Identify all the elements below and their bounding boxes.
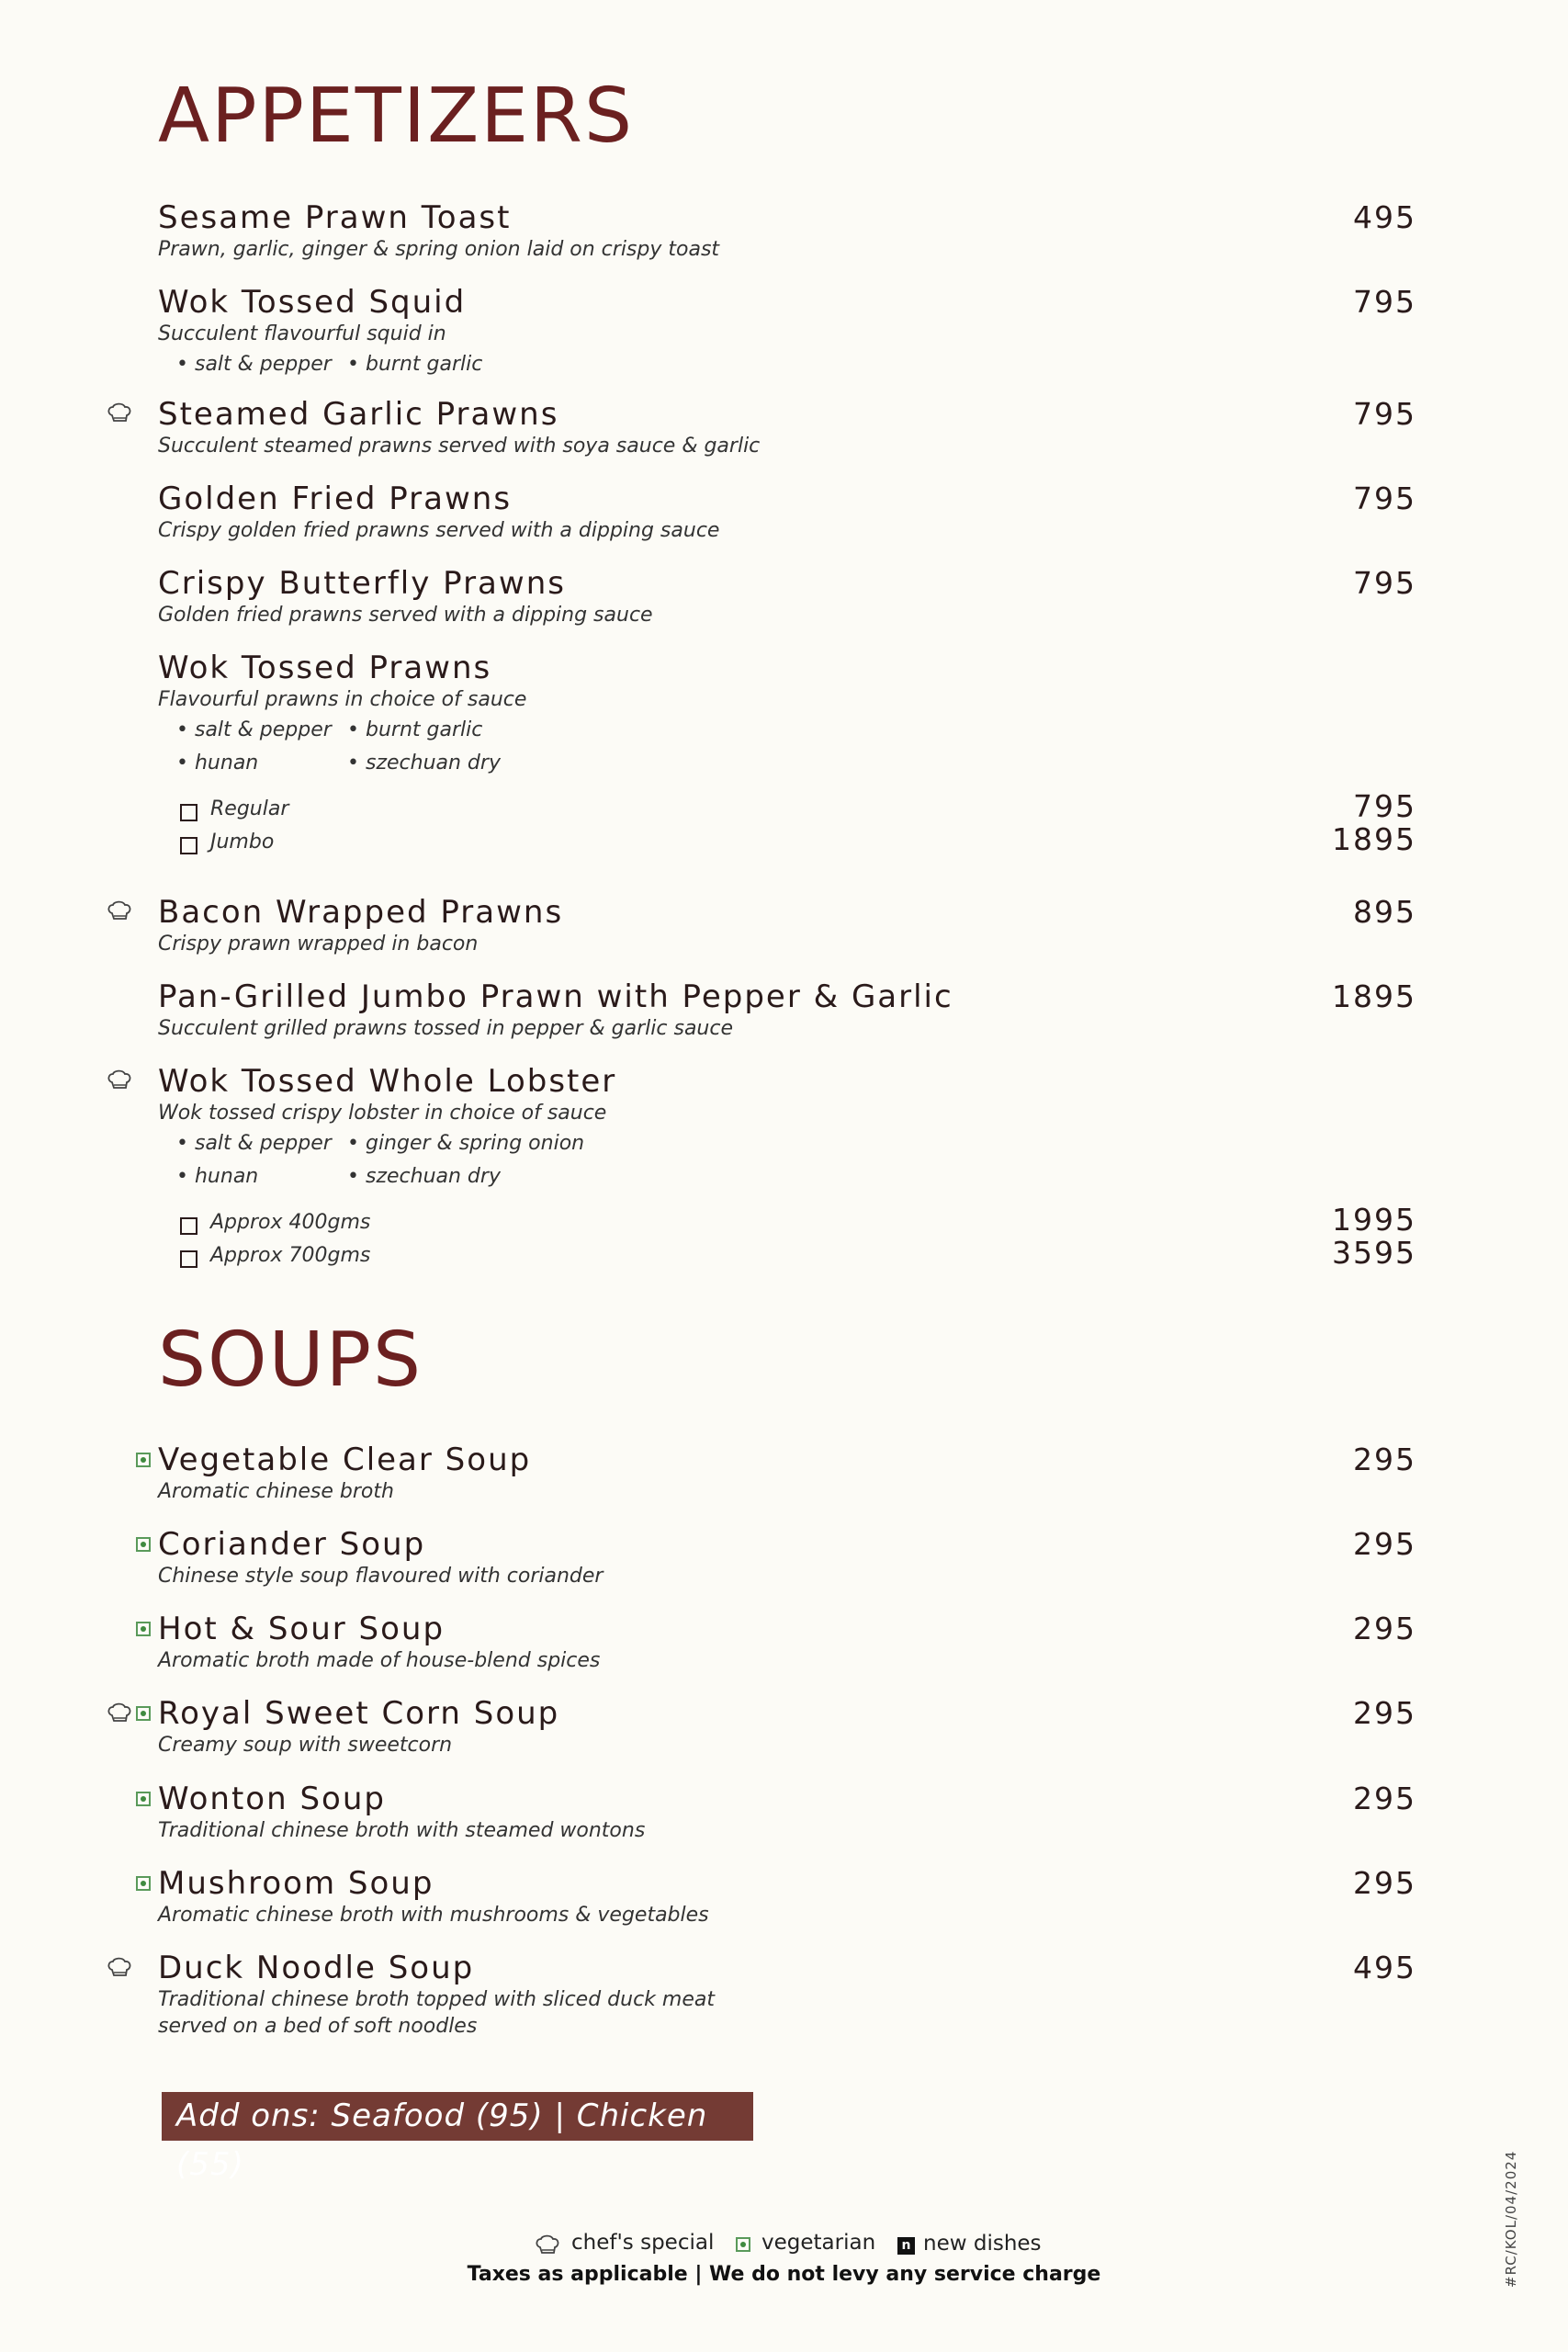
menu-item <box>158 1865 1416 1928</box>
chef-hat-icon <box>535 2234 560 2256</box>
sauce-option: • salt & pepper <box>176 1132 332 1155</box>
menu-item <box>158 1063 1416 1277</box>
menu-item <box>158 650 1416 864</box>
item-price: 795 <box>1353 284 1416 320</box>
menu-item <box>158 1526 1416 1589</box>
item-price: 295 <box>1353 1865 1416 1901</box>
veg-mark-icon <box>136 1537 151 1552</box>
menu-item <box>158 1950 1416 2040</box>
size-price: 1895 <box>1332 821 1416 857</box>
item-description: Wok tossed crispy lobster in choice of sauce <box>158 1102 607 1125</box>
item-price: 495 <box>1353 1950 1416 1985</box>
sauce-option: • burnt garlic <box>347 353 483 376</box>
soups-title: SOUPS <box>158 1317 423 1404</box>
size-option[interactable] <box>158 788 1416 831</box>
item-description-continued: served on a bed of soft noodles <box>158 2015 478 2038</box>
item-price: 1895 <box>1332 978 1416 1014</box>
menu-item <box>158 1781 1416 1844</box>
item-description: Traditional chinese broth with steamed wontons <box>158 1819 646 1842</box>
item-price: 795 <box>1353 481 1416 516</box>
veg-mark-icon <box>136 1876 151 1891</box>
veg-mark-icon <box>136 1792 151 1806</box>
item-price: 295 <box>1353 1781 1416 1816</box>
menu-item <box>158 1442 1416 1505</box>
addons-banner: Add ons: Seafood (95) | Chicken (55) <box>162 2092 753 2141</box>
sauce-option: • hunan <box>176 1165 259 1188</box>
item-name: Pan-Grilled Jumbo Prawn with Pepper & Garlic <box>158 978 953 1015</box>
veg-mark-icon <box>136 1622 151 1636</box>
sauce-option: • ginger & spring onion <box>347 1132 585 1155</box>
size-option[interactable] <box>158 1235 1416 1277</box>
menu-item <box>158 396 1416 459</box>
veg-mark-icon <box>736 2237 750 2252</box>
item-description: Prawn, garlic, ginger & spring onion laid on crispy toast <box>158 238 720 261</box>
item-description: Creamy soup with sweetcorn <box>158 1734 453 1757</box>
chef-hat-icon <box>107 1069 132 1091</box>
legend <box>0 2227 1568 2264</box>
sauce-options <box>158 1132 1416 1165</box>
size-price: 1995 <box>1332 1202 1416 1238</box>
sauce-option: • salt & pepper <box>176 353 332 376</box>
legend-new-label: new dishes <box>923 2232 1042 2256</box>
size-options <box>158 788 1416 864</box>
menu-item <box>158 978 1416 1042</box>
item-price: 295 <box>1353 1442 1416 1477</box>
item-name: Golden Fried Prawns <box>158 481 513 517</box>
menu-item <box>158 1611 1416 1674</box>
menu-item <box>158 284 1416 386</box>
sauce-options <box>158 752 1416 785</box>
chef-hat-icon <box>107 402 132 424</box>
sauce-options <box>158 1165 1416 1198</box>
size-label: Jumbo <box>210 831 275 854</box>
item-name: Bacon Wrapped Prawns <box>158 894 564 931</box>
appetizers-title: APPETIZERS <box>158 73 635 160</box>
sauce-options <box>158 353 1416 386</box>
sauce-option: • burnt garlic <box>347 718 483 741</box>
menu-item <box>158 565 1416 628</box>
item-price: 795 <box>1353 565 1416 601</box>
size-checkbox[interactable] <box>180 837 197 854</box>
item-description: Aromatic broth made of house-blend spices <box>158 1649 601 1672</box>
sauce-option: • hunan <box>176 752 259 775</box>
item-name: Wok Tossed Squid <box>158 284 467 321</box>
item-description: Succulent steamed prawns served with soya sauce & garlic <box>158 435 761 458</box>
size-price: 3595 <box>1332 1235 1416 1271</box>
item-description: Crispy golden fried prawns served with a dipping sauce <box>158 519 720 542</box>
item-name: Duck Noodle Soup <box>158 1950 475 1986</box>
veg-mark-icon <box>136 1453 151 1467</box>
item-price: 495 <box>1353 199 1416 235</box>
item-description: Aromatic chinese broth with mushrooms & vegetables <box>158 1904 709 1927</box>
item-name: Crispy Butterfly Prawns <box>158 565 566 602</box>
item-description: Golden fried prawns served with a dipping sauce <box>158 604 653 627</box>
item-price: 295 <box>1353 1695 1416 1731</box>
item-price: 295 <box>1353 1611 1416 1646</box>
item-name: Royal Sweet Corn Soup <box>158 1695 560 1732</box>
item-description: Chinese style soup flavoured with coriander <box>158 1565 604 1588</box>
item-name: Mushroom Soup <box>158 1865 434 1902</box>
size-options <box>158 1202 1416 1277</box>
item-name: Wonton Soup <box>158 1781 386 1817</box>
item-name: Sesame Prawn Toast <box>158 199 512 236</box>
size-checkbox[interactable] <box>180 804 197 821</box>
item-price: 895 <box>1353 894 1416 930</box>
size-price: 795 <box>1353 788 1416 824</box>
new-dish-icon: n <box>897 2237 915 2255</box>
sauce-option: • szechuan dry <box>347 1165 501 1188</box>
menu-item <box>158 894 1416 957</box>
item-description: Flavourful prawns in choice of sauce <box>158 688 527 711</box>
item-description: Succulent grilled prawns tossed in pepper & garlic sauce <box>158 1017 734 1040</box>
veg-mark-icon <box>136 1706 151 1721</box>
item-price: 295 <box>1353 1526 1416 1562</box>
item-price: 795 <box>1353 396 1416 432</box>
size-checkbox[interactable] <box>180 1250 197 1268</box>
chef-hat-icon <box>107 1702 132 1724</box>
item-name: Wok Tossed Whole Lobster <box>158 1063 617 1100</box>
menu-item <box>158 481 1416 544</box>
item-description: Aromatic chinese broth <box>158 1480 394 1503</box>
size-checkbox[interactable] <box>180 1217 197 1235</box>
size-option[interactable] <box>158 1202 1416 1244</box>
legend-chef-label: chef's special <box>571 2231 715 2255</box>
item-description: Crispy prawn wrapped in bacon <box>158 933 479 956</box>
item-name: Wok Tossed Prawns <box>158 650 492 686</box>
item-name: Vegetable Clear Soup <box>158 1442 532 1478</box>
item-name: Hot & Sour Soup <box>158 1611 446 1647</box>
legend-veg-label: vegetarian <box>761 2231 876 2255</box>
sauce-option: • szechuan dry <box>347 752 501 775</box>
size-label: Regular <box>210 797 289 820</box>
sauce-option: • salt & pepper <box>176 718 332 741</box>
menu-item <box>158 199 1416 263</box>
item-description: Traditional chinese broth topped with sliced duck meat <box>158 1988 715 2011</box>
sauce-options <box>158 718 1416 752</box>
item-name: Steamed Garlic Prawns <box>158 396 559 433</box>
chef-hat-icon <box>107 1957 132 1979</box>
item-name: Coriander Soup <box>158 1526 426 1563</box>
size-label: Approx 400gms <box>210 1211 371 1234</box>
menu-code: #RC/KOL/04/2024 <box>1503 2150 1519 2288</box>
menu-item <box>158 1695 1416 1758</box>
size-label: Approx 700gms <box>210 1244 371 1267</box>
size-option[interactable] <box>158 821 1416 864</box>
item-description: Succulent flavourful squid in <box>158 322 446 345</box>
chef-hat-icon <box>107 900 132 922</box>
taxes-note: Taxes as applicable | We do not levy any service charge <box>467 2263 1101 2286</box>
